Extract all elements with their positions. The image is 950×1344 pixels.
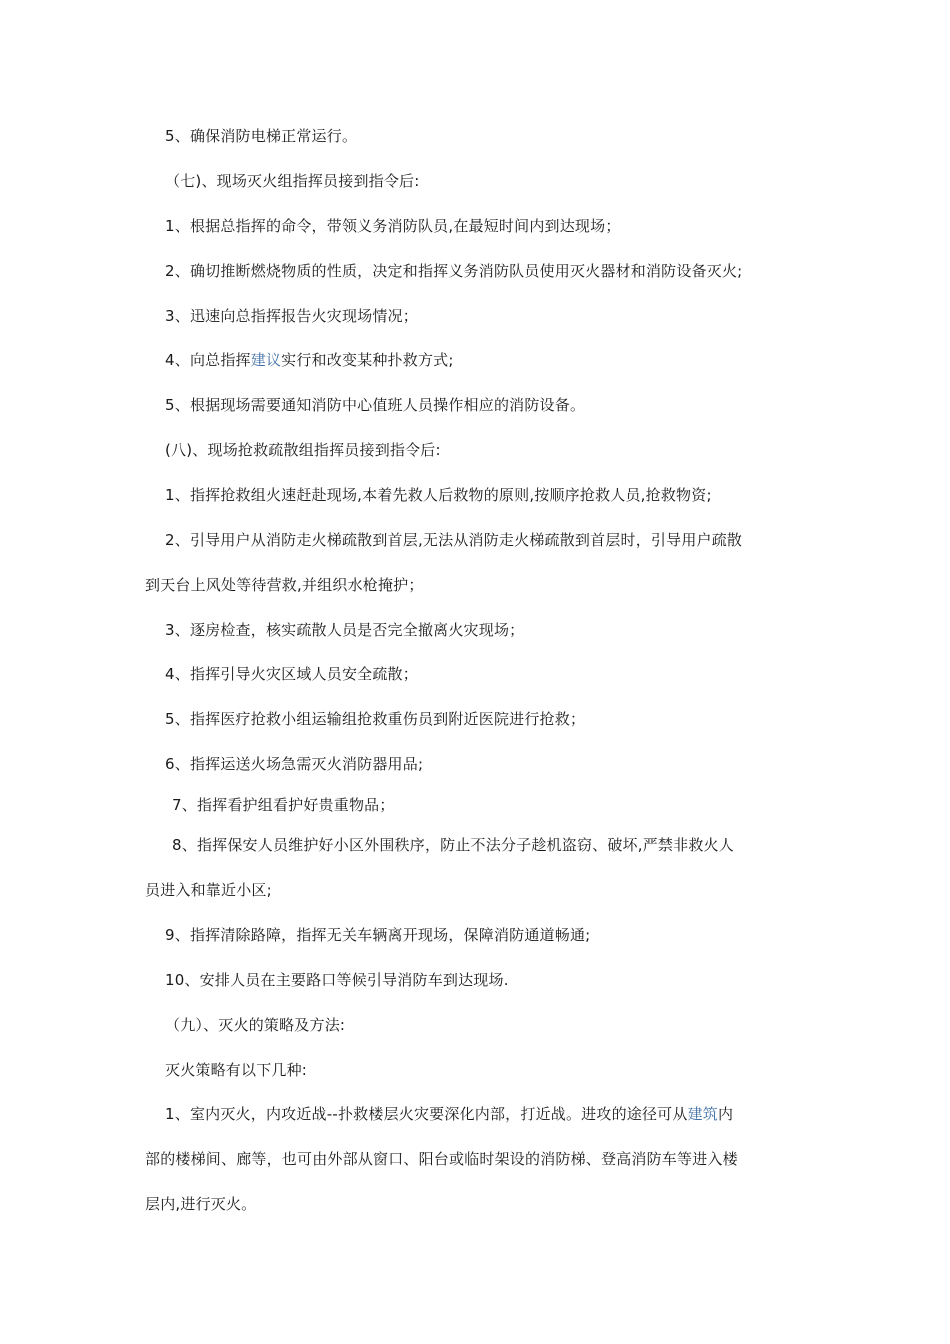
text-segment: 1、室内灭火，内攻近战--扑救楼层火灾要深化内部，打近战。进攻的途径可从 [165, 1105, 688, 1123]
text-segment: 4、向总指挥 [165, 351, 251, 369]
paragraph-line: 1、指挥抢救组火速赶赴现场,本着先救人后救物的原则,按顺序抢救人员,抢救物资; [165, 486, 712, 504]
section-heading: （九）、灭火的策略及方法: [165, 1016, 346, 1034]
paragraph-line: 10、安排人员在主要路口等候引导消防车到达现场. [165, 971, 509, 989]
paragraph-line: 2、确切推断燃烧物质的性质，决定和指挥义务消防队员使用灭火器材和消防设备灭火; [165, 262, 743, 280]
paragraph-line: 5、指挥医疗抢救小组运输组抢救重伤员到附近医院进行抢救； [165, 710, 586, 728]
paragraph-line: 到天台上风处等待营救,并组织水枪掩护； [145, 576, 424, 594]
text-segment: 内 [717, 1105, 734, 1123]
paragraph-line: 9、指挥清除路障，指挥无关车辆离开现场，保障消防通道畅通; [165, 926, 591, 944]
paragraph-line: 层内,进行灭火。 [145, 1195, 257, 1213]
paragraph-line: 3、迅速向总指挥报告火灾现场情况； [165, 307, 418, 325]
section-heading: (八)、现场抢救疏散组指挥员接到指令后: [165, 441, 441, 459]
paragraph-line: 5、确保消防电梯正常运行。 [165, 127, 358, 145]
paragraph-line: 7、指挥看护组看护好贵重物品； [172, 796, 395, 814]
link-jianzhu[interactable]: 建筑 [687, 1105, 718, 1123]
paragraph-line [165, 1104, 733, 1124]
paragraph-line: 4、指挥引导火灾区域人员安全疏散； [165, 665, 418, 683]
paragraph-line: 6、指挥运送火场急需灭火消防器用品; [165, 755, 424, 773]
paragraph-line: 部的楼梯间、廊等，也可由外部从窗口、阳台或临时架设的消防梯、登高消防车等进入楼 [145, 1150, 738, 1168]
section-heading: （七)、现场灭火组指挥员接到指令后: [165, 172, 420, 190]
paragraph-line: 5、根据现场需要通知消防中心值班人员操作相应的消防设备。 [165, 396, 586, 414]
paragraph-line: 8、指挥保安人员维护好小区外围秩序，防止不法分子趁机盗窃、破坏,严禁非救火人 [172, 836, 734, 854]
paragraph-line: 员进入和靠近小区; [145, 881, 272, 899]
paragraph-line: 3、逐房检查，核实疏散人员是否完全撤离火灾现场； [165, 621, 525, 639]
text-segment: 实行和改变某种扑救方式; [281, 351, 454, 369]
link-jianyi[interactable]: 建议 [250, 351, 282, 369]
paragraph-line: 灭火策略有以下几种: [165, 1061, 308, 1079]
paragraph-line: 2、引导用户从消防走火梯疏散到首层,无法从消防走火梯疏散到首层时，引导用户疏散 [165, 531, 743, 549]
paragraph-line: 1、根据总指挥的命令，带领义务消防队员,在最短时间内到达现场； [165, 217, 621, 235]
paragraph-line [165, 350, 454, 370]
